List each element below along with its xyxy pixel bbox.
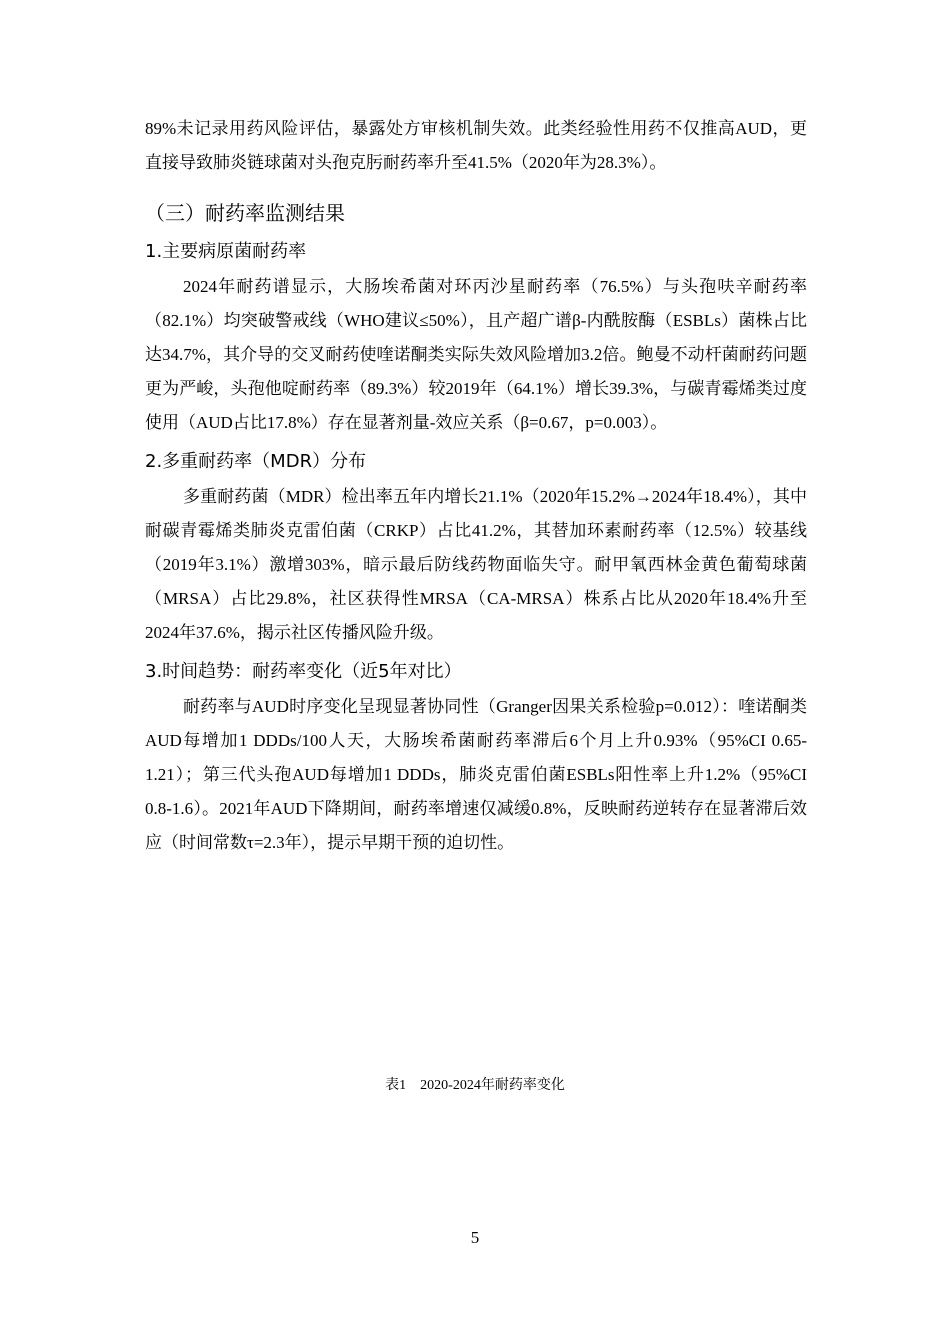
document-body [145,112,807,860]
page-number: 5 [470,1228,480,1247]
subsection-body-trend: 耐药率与AUD时序变化呈现显著协同性（Granger因果关系检验p=0.012）：喹诺酮类AUD每增加1 DDDs/100人天，大肠埃希菌耐药率滞后6个月上升0.93%（95%CI 0.65-1.21）；第三代头孢AUD每增加1 DDDs，肺炎克雷伯菌ESBLs阳性率上升1.2%（95%CI 0.8-1.6）。2021年AUD下降期间，耐药率增速仅减缓0.8%，反映耐药逆转存在显著滞后效应（时间常数τ=2.3年），提示早期干预的迫切性。 [145,697,807,852]
table-caption: 表1 2020-2024年耐药率变化 [385,1078,565,1093]
intro-paragraph: 89%未记录用药风险评估，暴露处方审核机制失效。此类经验性用药不仅推高AUD，更直接导致肺炎链球菌对头孢克肟耐药率升至41.5%（2020年为28.3%）。 [145,119,807,172]
subsection-body-resistance-rate: 2024年耐药谱显示，大肠埃希菌对环丙沙星耐药率（76.5%）与头孢呋辛耐药率（82.1%）均突破警戒线（WHO建议≤50%），且产超广谱β-内酰胺酶（ESBLs）菌株占比达34.7%，其介导的交叉耐药使喹诺酮类实际失效风险增加3.2倍。鲍曼不动杆菌耐药问题更为严峻，头孢他啶耐药率（89.3%）较2019年（64.1%）增长39.3%，与碳青霉烯类过度使用（AUD占比17.8%）存在显著剂量-效应关系（β=0.67，p=0.003）。 [145,277,807,432]
subsection-title-mdr: 2.多重耐药率（MDR）分布 [145,451,367,472]
section-title: （三）耐药率监测结果 [145,201,345,225]
subsection-title-trend: 3.时间趋势：耐药率变化（近5年对比） [145,661,462,682]
subsection-title-resistance-rate: 1.主要病原菌耐药率 [145,241,307,262]
subsection-body-mdr: 多重耐药菌（MDR）检出率五年内增长21.1%（2020年15.2%→2024年18.4%），其中耐碳青霉烯类肺炎克雷伯菌（CRKP）占比41.2%，其替加环素耐药率（12.5%）较基线（2019年3.1%）激增303%，暗示最后防线药物面临失守。耐甲氧西林金黄色葡萄球菌（MRSA）占比29.8%，社区获得性MRSA（CA-MRSA）株系占比从2020年18.4%升至2024年37.6%，揭示社区传播风险升级。 [145,487,808,642]
